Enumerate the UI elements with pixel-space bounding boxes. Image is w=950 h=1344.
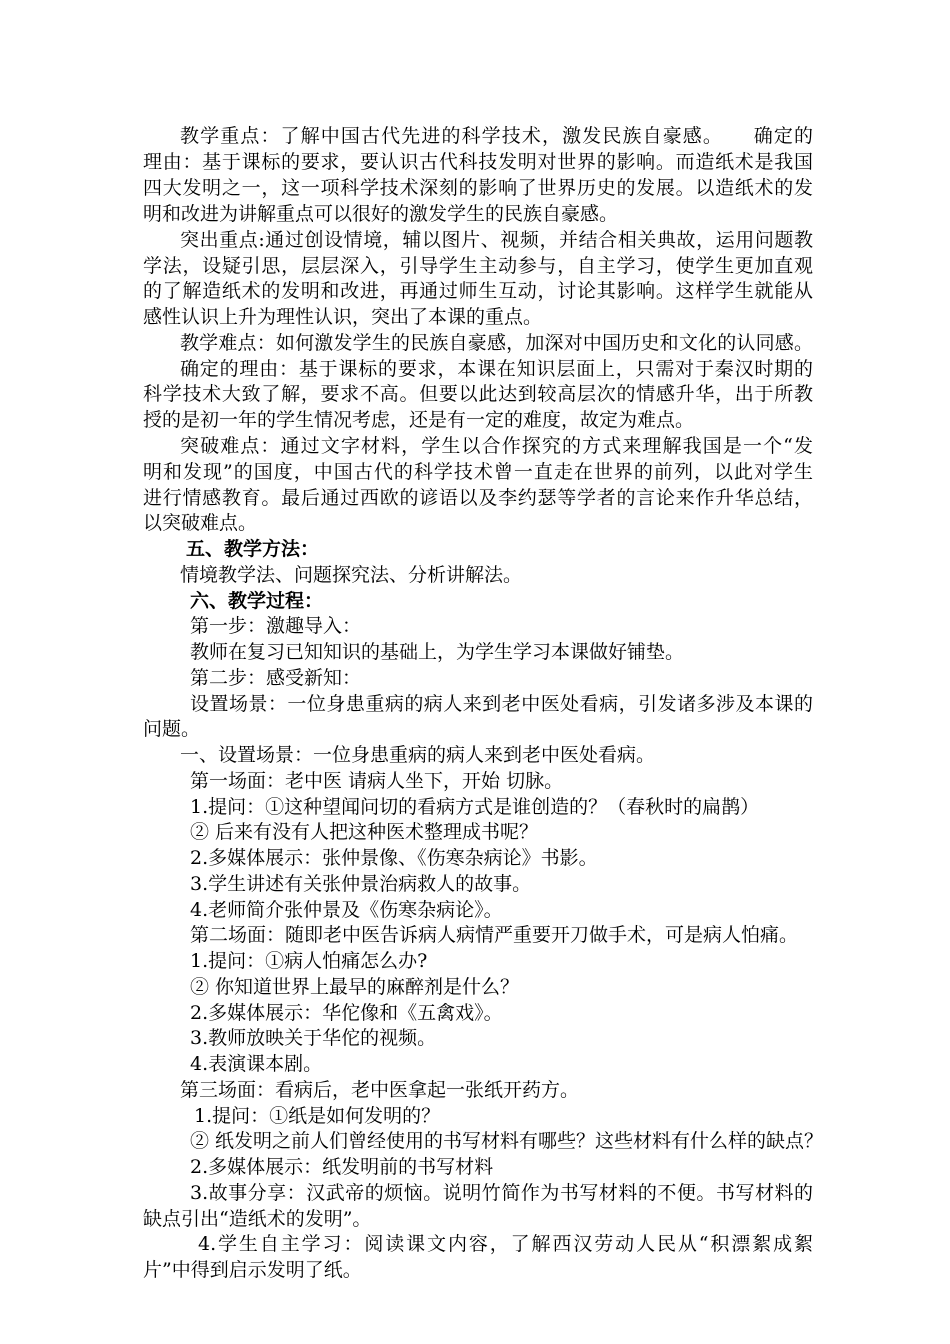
paragraph-line: 科学技术大致了解，要求不高。但要以此达到较高层次的情感升华，出于所教 bbox=[143, 383, 813, 405]
paragraph-line: 第二场面：随即老中医告诉病人病情严重要开刀做手术，可是病人怕痛。 bbox=[190, 924, 799, 946]
paragraph-line: 第三场面：看病后，老中医拿起一张纸开药方。 bbox=[180, 1079, 580, 1101]
list-item: 4.学生自主学习：阅读课文内容，了解西汉劳动人民从“积漂絮成絮 bbox=[198, 1233, 813, 1255]
list-item: 1.提问：①纸是如何发明的？ bbox=[194, 1105, 441, 1127]
list-item: 2.多媒体展示：纸发明前的书写材料 bbox=[190, 1156, 494, 1178]
paragraph-line: 的了解造纸术的发明和改进，再通过师生互动，讨论其影响。这样学生就能从 bbox=[143, 280, 813, 302]
paragraph-line: 理由：基于课标的要求，要认识古代科技发明对世界的影响。而造纸术是我国 bbox=[143, 151, 813, 173]
paragraph-line: 情境教学法、问题探究法、分析讲解法。 bbox=[180, 564, 523, 586]
paragraph-line: 四大发明之一，这一项科学技术深刻的影响了世界历史的发展。以造纸术的发 bbox=[143, 177, 813, 199]
paragraph-line: 进行情感教育。最后通过西欧的谚语以及李约瑟等学者的言论来作升华总结， bbox=[143, 487, 813, 509]
paragraph-line: 确定的理由：基于课标的要求，本课在知识层面上，只需对于秦汉时期的 bbox=[180, 358, 813, 380]
section-heading: 五、教学方法： bbox=[186, 538, 320, 560]
paragraph-line: 一、设置场景：一位身患重病的病人来到老中医处看病。 bbox=[180, 744, 656, 766]
list-item: 3.教师放映关于华佗的视频。 bbox=[190, 1027, 437, 1049]
section-heading: 六、教学过程： bbox=[190, 590, 324, 612]
paragraph-line: 设置场景：一位身患重病的病人来到老中医处看病，引发诸多涉及本课的 bbox=[190, 693, 813, 715]
paragraph-line: 明和改进为讲解重点可以很好的激发学生的民族自豪感。 bbox=[143, 203, 619, 225]
paragraph-line: 第二步：感受新知： bbox=[190, 667, 362, 689]
list-item: 3.故事分享：汉武帝的烦恼。说明竹简作为书写材料的不便。书写材料的 bbox=[190, 1182, 813, 1204]
paragraph-line: 授的是初一年的学生情况考虑，还是有一定的难度，故定为难点。 bbox=[143, 409, 695, 431]
list-item: ② 你知道世界上最早的麻醉剂是什么？ bbox=[190, 976, 520, 998]
paragraph-line: 突破难点：通过文字材料，学生以合作探究的方式来理解我国是一个“发 bbox=[180, 435, 813, 457]
list-item: 2.多媒体展示：张仲景像、《伤寒杂病论》书影。 bbox=[190, 847, 598, 869]
paragraph-line: 感性认识上升为理性认识，突出了本课的重点。 bbox=[143, 306, 543, 328]
paragraph-line: 教师在复习已知知识的基础上，为学生学习本课做好铺垫。 bbox=[190, 641, 685, 663]
paragraph-line: 缺点引出“造纸术的发明”。 bbox=[143, 1208, 372, 1230]
paragraph-line: 教学难点：如何激发学生的民族自豪感，加深对中国历史和文化的认同感。 bbox=[180, 332, 813, 354]
list-item: 4.表演课本剧。 bbox=[190, 1053, 323, 1075]
paragraph-line: 片”中得到启示发明了纸。 bbox=[143, 1259, 362, 1281]
paragraph-line: 突出重点:通过创设情境，辅以图片、视频，并结合相关典故，运用问题教 bbox=[180, 229, 813, 251]
list-item: 4.老师简介张仲景及《伤寒杂病论》。 bbox=[190, 899, 503, 921]
paragraph-line: 问题。 bbox=[143, 718, 201, 740]
list-item: ② 后来有没有人把这种医术整理成书呢？ bbox=[190, 821, 539, 843]
paragraph-line: 第一步：激趣导入： bbox=[190, 615, 362, 637]
list-item: 1.提问：①病人怕痛怎么办? bbox=[190, 950, 428, 972]
list-item: 1.提问：①这种望闻问切的看病方式是谁创造的？（春秋时的扁鹊） bbox=[190, 796, 760, 818]
paragraph-line: 教学重点：了解中国古代先进的科学技术，激发民族自豪感。 确定的 bbox=[180, 125, 813, 147]
list-item: 2.多媒体展示：华佗像和《五禽戏》。 bbox=[190, 1002, 503, 1024]
paragraph-line: 明和发现”的国度，中国古代的科学技术曾一直走在世界的前列，以此对学生 bbox=[143, 461, 813, 483]
paragraph-line: 学法，设疑引思，层层深入，引导学生主动参与，自主学习，使学生更加直观 bbox=[143, 255, 813, 277]
list-item: 3.学生讲述有关张仲景治病救人的故事。 bbox=[190, 873, 532, 895]
paragraph-line: 以突破难点。 bbox=[143, 512, 258, 534]
paragraph-line: 第一场面：老中医 请病人坐下，开始 切脉。 bbox=[190, 770, 564, 792]
list-item: ② 纸发明之前人们曾经使用的书写材料有哪些？这些材料有什么样的缺点？ bbox=[190, 1130, 824, 1152]
